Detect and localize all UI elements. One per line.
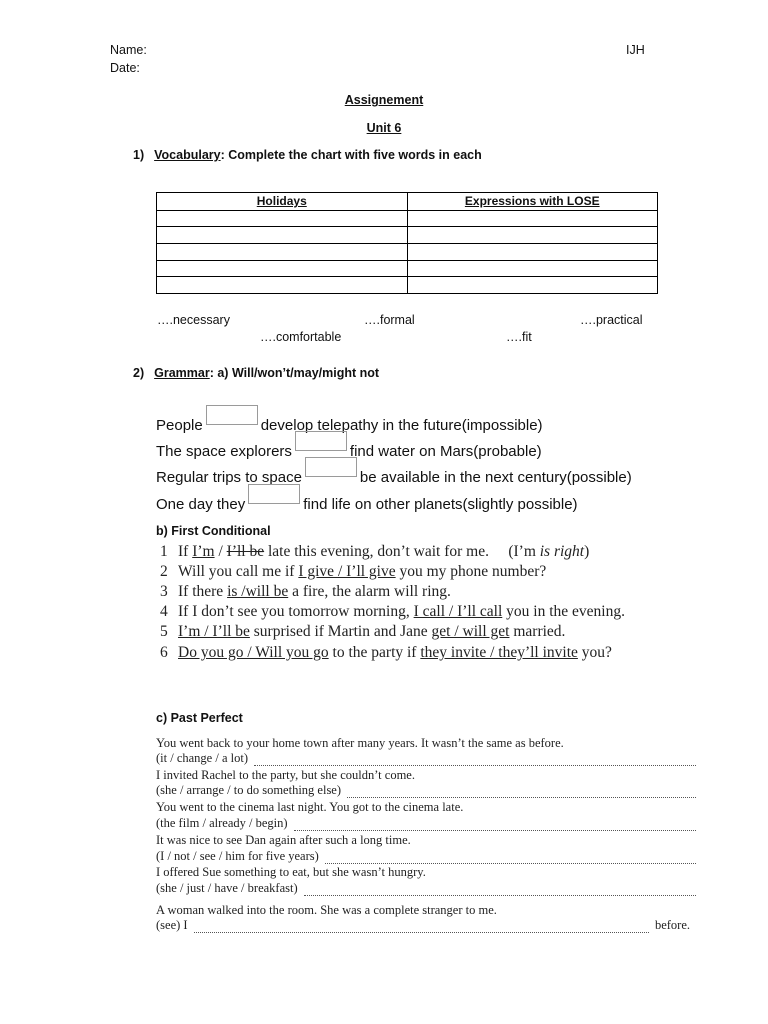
- question-topic: Grammar: [154, 366, 210, 380]
- chart-cell[interactable]: [407, 260, 658, 277]
- teacher-initials: IJH: [626, 43, 645, 57]
- options[interactable]: get / will get: [431, 623, 510, 640]
- chart-cell[interactable]: [157, 227, 408, 244]
- conditional-line: [160, 583, 451, 601]
- text: you?: [577, 644, 612, 661]
- hint: (the film / already / begin): [156, 816, 288, 830]
- text: to the party if: [328, 644, 421, 661]
- options[interactable]: is /will be: [227, 583, 289, 600]
- past-perfect-answer-line: [156, 918, 690, 933]
- sentence-start: The space explorers: [156, 443, 292, 460]
- options[interactable]: I give / I’ll give: [298, 563, 396, 580]
- line-number: 1: [160, 543, 168, 560]
- grammar-sentence: [156, 431, 542, 460]
- text: surprised if Martin and Jane: [249, 623, 432, 640]
- question-1-heading: [133, 148, 482, 162]
- past-perfect-answer-line: [156, 849, 696, 864]
- answer-box[interactable]: [295, 431, 347, 451]
- text: a fire, the alarm will ring.: [288, 583, 451, 600]
- options[interactable]: I’m / I’ll be: [178, 623, 250, 640]
- sentence-start: Regular trips to space: [156, 469, 302, 486]
- word-comfortable: ….comfortable: [260, 330, 342, 344]
- past-perfect-answer-line: [156, 783, 696, 798]
- past-perfect-answer-line: [156, 881, 696, 896]
- unit-title: Unit 6: [366, 121, 402, 135]
- conditional-line: [160, 543, 589, 561]
- answer-field[interactable]: [304, 886, 696, 896]
- question-number: 1): [133, 148, 145, 162]
- past-perfect-sentence: You went back to your home town after many years. It wasn’t the same as before.: [156, 736, 564, 750]
- chart-cell[interactable]: [407, 277, 658, 294]
- line-number: 2: [160, 563, 168, 580]
- past-perfect-sentence: A woman walked into the room. She was a complete stranger to me.: [156, 903, 497, 917]
- name-label: Name:: [110, 43, 147, 57]
- chart-cell[interactable]: [157, 244, 408, 261]
- conditional-line: [160, 644, 612, 662]
- sentence-start: One day they: [156, 496, 246, 513]
- line-number: 3: [160, 583, 168, 600]
- text: Will you call me if: [178, 563, 299, 580]
- question-instruction: : a) Will/won’t/may/might not: [209, 366, 380, 380]
- date-label: Date:: [110, 61, 140, 75]
- hint: (she / arrange / to do something else): [156, 783, 342, 797]
- past-perfect-sentence: I offered Sue something to eat, but she wasn’t hungry.: [156, 865, 426, 879]
- options[interactable]: they invite / they’ll invite: [420, 644, 578, 661]
- text: ): [584, 543, 590, 560]
- text: (I’m: [508, 543, 540, 560]
- chart-cell[interactable]: [407, 227, 658, 244]
- option-correct[interactable]: I’m: [192, 543, 215, 560]
- page-title: Assignement: [344, 93, 424, 107]
- question-2-heading: [133, 366, 379, 380]
- grammar-sentence: [156, 484, 578, 513]
- text: /: [214, 543, 227, 560]
- word-practical: ….practical: [580, 313, 643, 327]
- answer-box[interactable]: [248, 484, 300, 504]
- conditional-line: [160, 603, 625, 621]
- text: you my phone number?: [395, 563, 547, 580]
- conditional-line: [160, 563, 546, 581]
- text: If: [178, 543, 193, 560]
- word-formal: ….formal: [364, 313, 415, 327]
- hint: (it / change / a lot): [156, 751, 248, 765]
- text: married.: [509, 623, 566, 640]
- chart-cell[interactable]: [157, 277, 408, 294]
- answer-field[interactable]: [254, 756, 696, 766]
- sentence-start: People: [156, 417, 203, 434]
- grammar-sentence: [156, 405, 543, 434]
- answer-box[interactable]: [206, 405, 258, 425]
- hint: (she / just / have / breakfast): [156, 881, 298, 895]
- question-number: 2): [133, 366, 145, 380]
- column-header-lose: Expressions with LOSE: [407, 193, 658, 211]
- chart-cell[interactable]: [407, 244, 658, 261]
- past-perfect-heading: c) Past Perfect: [156, 711, 243, 725]
- sentence-end: find water on Mars(probable): [349, 443, 542, 460]
- vocabulary-chart: [156, 192, 658, 294]
- sentence-end: find life on other planets(slightly possible): [303, 496, 578, 513]
- line-number: 4: [160, 603, 168, 620]
- word-necessary: ….necessary: [157, 313, 230, 327]
- past-perfect-answer-line: [156, 816, 696, 831]
- sentence-end: before.: [654, 918, 690, 932]
- line-number: 5: [160, 623, 168, 640]
- conditional-line: [160, 623, 565, 641]
- text: you in the evening.: [502, 603, 625, 620]
- answer-field[interactable]: [325, 854, 696, 864]
- answer-box[interactable]: [305, 457, 357, 477]
- options[interactable]: Do you go / Will you go: [178, 644, 329, 661]
- past-perfect-answer-line: [156, 751, 696, 766]
- sentence-end: be available in the next century(possible): [359, 469, 632, 486]
- text: is right: [539, 543, 585, 560]
- hint: (I / not / see / him for five years): [156, 849, 319, 863]
- word-fit: ….fit: [506, 330, 532, 344]
- past-perfect-sentence: I invited Rachel to the party, but she couldn’t come.: [156, 768, 415, 782]
- past-perfect-sentence: You went to the cinema last night. You got to the cinema late.: [156, 800, 464, 814]
- option-crossed[interactable]: I’ll be: [226, 543, 265, 560]
- text: If there: [178, 583, 228, 600]
- text: late this evening, don’t wait for me.: [264, 543, 489, 560]
- chart-cell[interactable]: [157, 210, 408, 227]
- column-header-holidays: Holidays: [157, 193, 408, 211]
- answer-field[interactable]: [194, 923, 649, 933]
- question-topic: Vocabulary: [154, 148, 221, 162]
- question-instruction: : Complete the chart with five words in each: [220, 148, 482, 162]
- chart-cell[interactable]: [157, 260, 408, 277]
- line-number: 6: [160, 644, 168, 661]
- text: If I don’t see you tomorrow morning,: [178, 603, 414, 620]
- past-perfect-sentence: It was nice to see Dan again after such a long time.: [156, 833, 411, 847]
- first-conditional-heading: b) First Conditional: [156, 524, 271, 538]
- sentence-end: develop telepathy in the future(impossible): [260, 417, 543, 434]
- chart-cell[interactable]: [407, 210, 658, 227]
- answer-field[interactable]: [347, 788, 696, 798]
- answer-field[interactable]: [294, 821, 696, 831]
- grammar-sentence: [156, 457, 632, 486]
- options[interactable]: I call / I’ll call: [413, 603, 503, 620]
- hint: (see) I: [156, 918, 188, 932]
